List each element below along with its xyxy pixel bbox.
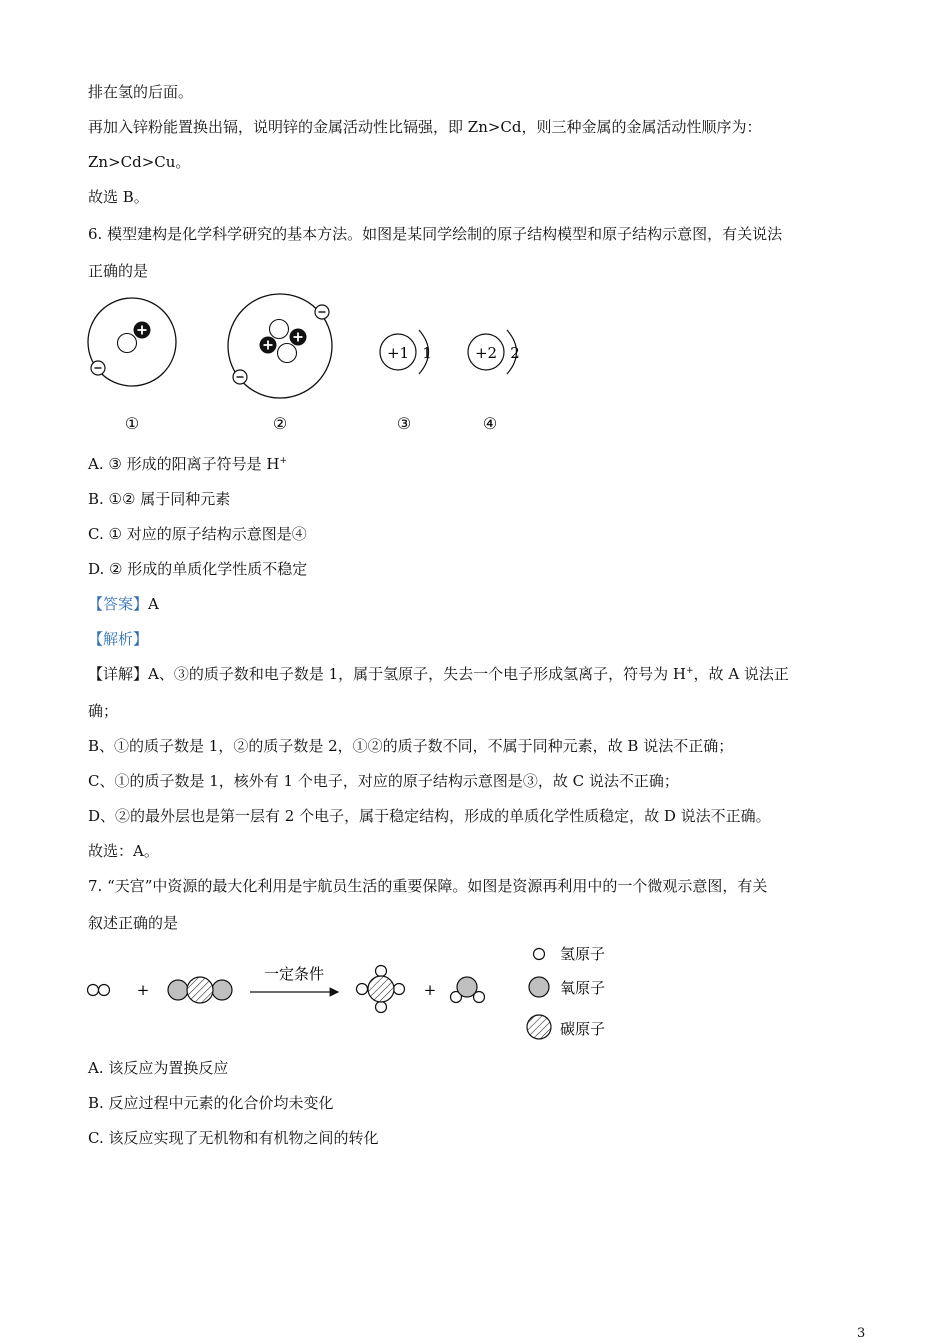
figure-label-2: ②	[272, 414, 288, 433]
methane-molecule	[357, 966, 405, 1013]
q6-answer	[88, 594, 159, 614]
answer-tag: 【答案】	[88, 595, 149, 613]
answer-value: A	[148, 595, 159, 613]
atom-structure-diagram-4	[468, 330, 520, 374]
legend-oxygen-swatch	[529, 977, 549, 997]
q7-option-a: A. 该反应为置换反应	[88, 1059, 229, 1077]
q6-stem-line-2: 正确的是	[88, 262, 149, 280]
reaction-condition: 一定条件	[263, 965, 325, 983]
prev-text-line-2: 再加入锌粉能置换出镉，说明锌的金属活动性比镉强，即 Zn>Cd，则三种金属的金属活动性顺序为：	[88, 118, 762, 136]
page-number: 3	[857, 1326, 866, 1341]
q6-detail-line-2: 确；	[88, 702, 119, 720]
q6-detail-b: B、①的质子数是 1，②的质子数是 2，①②的质子数不同，不属于同种元素，故 B 说法不正确；	[88, 737, 734, 755]
q6-detail-d: D、②的最外层也是第一层有 2 个电子，属于稳定结构，形成的单质化学性质稳定，故 D 说法不正确。	[88, 807, 771, 825]
legend-hydrogen-swatch	[534, 949, 545, 960]
legend-carbon-swatch	[527, 1015, 551, 1039]
q6-option-d: D. ② 形成的单质化学性质不稳定	[88, 560, 308, 578]
nucleus-charge-4: +2	[474, 344, 498, 362]
q6-option-a: A. ③ 形成的阳离子符号是 H+	[88, 455, 287, 473]
q6-option-b: B. ①② 属于同种元素	[88, 490, 231, 508]
legend	[527, 945, 605, 1039]
shell-electrons-3: 1	[422, 344, 432, 362]
q6-choice: 故选：A。	[88, 842, 159, 860]
q7-option-b: B. 反应过程中元素的化合价均未变化	[88, 1094, 334, 1112]
q7-stem-line-2: 叙述正确的是	[88, 914, 179, 932]
water-molecule	[451, 977, 485, 1003]
helium-atom-model	[228, 294, 332, 398]
q6-stem-line-1: 6. 模型建构是化学科学研究的基本方法。如图是某同学绘制的原子结构模型和原子结构示意图，有关说法	[88, 225, 783, 243]
figure-label-1: ①	[124, 414, 140, 433]
legend-carbon-label: 碳原子	[560, 1020, 606, 1038]
nucleus-charge-3: +1	[386, 344, 410, 362]
plus-sign-1: +	[136, 981, 150, 999]
q7-reaction-figure	[80, 940, 640, 1050]
shell-electrons-4: 2	[510, 344, 520, 362]
atom-structure-diagram-3	[380, 330, 432, 374]
legend-hydrogen-label: 氢原子	[560, 945, 606, 963]
q6-detail-line-1: 【详解】A、③的质子数和电子数是 1，属于氢原子，失去一个电子形成氢离子，符号为 H+，故 A 说法正	[88, 665, 789, 683]
hydrogen-atom-model	[88, 298, 176, 386]
figure-label-4: ④	[482, 414, 498, 433]
figure-label-3: ③	[396, 414, 412, 433]
q7-option-c: C. 该反应实现了无机物和有机物之间的转化	[88, 1129, 379, 1147]
prev-text-line-3: Zn>Cd>Cu。	[88, 153, 191, 171]
hydrogen-molecule	[88, 985, 110, 996]
prev-text-line-1: 排在氢的后面。	[88, 83, 194, 101]
q6-option-c: C. ① 对应的原子结构示意图是④	[88, 525, 307, 543]
q6-detail-c: C、①的质子数是 1，核外有 1 个电子，对应的原子结构示意图是③，故 C 说法不正确；	[88, 772, 679, 790]
q7-stem-line-1: 7. “天宫”中资源的最大化利用是宇航员生活的重要保障。如图是资源再利用中的一个微观示意图，有关	[88, 877, 768, 895]
carbon-dioxide-molecule	[168, 977, 232, 1003]
legend-oxygen-label: 氧原子	[560, 979, 606, 997]
plus-sign-2: +	[423, 981, 437, 999]
q6-analysis-tag: 【解析】	[88, 630, 149, 648]
prev-text-line-4: 故选 B。	[88, 188, 149, 206]
q6-atom-models-figure	[80, 288, 540, 438]
